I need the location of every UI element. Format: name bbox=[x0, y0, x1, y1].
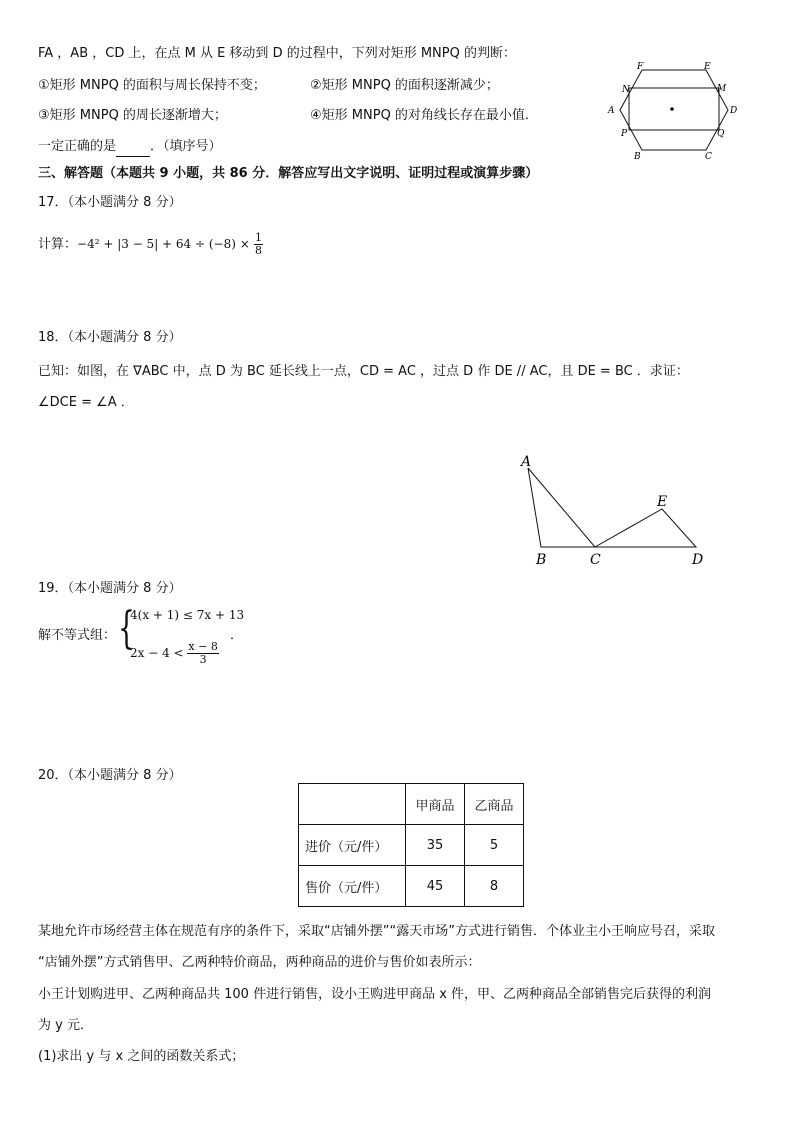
label-M: M bbox=[717, 84, 727, 94]
q19-frac-den: 3 bbox=[199, 653, 207, 666]
triangle-figure bbox=[510, 448, 710, 573]
q17-header: 17．（本小题满分 8 分） bbox=[38, 195, 182, 210]
table-cell: 45 bbox=[406, 866, 465, 907]
table-cell: 8 bbox=[465, 866, 524, 907]
hexagon-figure bbox=[600, 60, 750, 160]
q19-header: 19．（本小题满分 8 分） bbox=[38, 581, 182, 596]
q20-header: 20．（本小题满分 8 分） bbox=[38, 768, 182, 783]
q17-prefix: 计算： bbox=[38, 237, 78, 252]
q19-ineq2-fraction bbox=[187, 641, 218, 666]
q17-expression: −4² + |3 − 5| + 64 ÷ (−8) × bbox=[77, 237, 250, 251]
q16-option4: ④矩形 MNPQ 的对角线长存在最小值． bbox=[310, 108, 538, 123]
label-B: B bbox=[634, 152, 641, 160]
triangle-cde bbox=[595, 509, 696, 547]
table-cell: 35 bbox=[406, 825, 465, 866]
q19-inequality2 bbox=[130, 641, 219, 666]
q20-paragraph3: 小王计划购进甲、乙两种商品共 100 件进行销售，设小王购进甲商品 x 件，甲、乙两种商品全部销售完后获得的利润 bbox=[38, 987, 712, 1002]
q17-fraction bbox=[254, 232, 263, 257]
label-B: B bbox=[536, 552, 547, 568]
table-row bbox=[299, 825, 524, 866]
q18-header: 18．（本小题满分 8 分） bbox=[38, 330, 182, 345]
q18-line2: ∠DCE = ∠A ． bbox=[38, 395, 134, 410]
table-header-cell: 乙商品 bbox=[465, 784, 524, 825]
q16-line1: FA ，AB ，CD 上，在点 M 从 E 移动到 D 的过程中，下列对矩形 MNPQ 的判断： bbox=[38, 46, 516, 61]
center-dot bbox=[670, 107, 674, 111]
q17-frac-den: 8 bbox=[254, 244, 262, 257]
q19-brace: { bbox=[118, 603, 135, 654]
label-E: E bbox=[704, 62, 711, 72]
label-F: F bbox=[637, 62, 644, 72]
q19-end-mark: ． bbox=[230, 628, 244, 643]
q16-answer-suffix: ．（填序号） bbox=[150, 139, 222, 154]
label-D: D bbox=[692, 552, 704, 568]
q16-answer-prefix: 一定正确的是 bbox=[38, 139, 117, 154]
table-row bbox=[299, 866, 524, 907]
triangle-abc bbox=[528, 468, 595, 547]
label-P: P bbox=[621, 129, 628, 139]
q16-option3: ③矩形 MNPQ 的周长逐渐增大； bbox=[38, 108, 227, 123]
q20-paragraph4: 为 y 元． bbox=[38, 1018, 93, 1033]
q20-paragraph1: 某地允许市场经营主体在规范有序的条件下，采取“店铺外摆”“露天市场”方式进行销售．个体业主小王响应号召，采取 bbox=[38, 924, 715, 939]
q16-option2: ②矩形 MNPQ 的面积逐渐减少； bbox=[310, 78, 499, 93]
table-cell: 进价（元/件） bbox=[299, 825, 406, 866]
table-header-row bbox=[299, 784, 524, 825]
q16-answer-line bbox=[38, 137, 222, 157]
rectangle-mnpq bbox=[629, 88, 719, 130]
label-A: A bbox=[521, 454, 532, 470]
table-cell: 售价（元/件） bbox=[299, 866, 406, 907]
answer-blank bbox=[116, 142, 150, 157]
q17-frac-num: 1 bbox=[254, 231, 262, 244]
q16-option1: ①矩形 MNPQ 的面积与周长保持不变； bbox=[38, 78, 266, 93]
q19-frac-num: x − 8 bbox=[188, 640, 218, 653]
label-E: E bbox=[657, 494, 668, 510]
label-C: C bbox=[705, 152, 712, 160]
q20-subquestion1: (1)求出 y 与 x 之间的函数关系式； bbox=[38, 1049, 245, 1064]
q18-line1: 已知：如图，在 ∇ABC 中，点 D 为 BC 延长线上一点，CD = AC ，过点 D 作 DE // AC，且 DE = BC ．求证： bbox=[38, 364, 689, 379]
table-cell: 5 bbox=[465, 825, 524, 866]
q19-prefix: 解不等式组： bbox=[38, 628, 117, 643]
q19-ineq2-left: 2x − 4 < bbox=[130, 646, 184, 660]
q19-inequality1: 4(x + 1) ≤ 7x + 13 bbox=[130, 608, 245, 622]
q20-paragraph2: “店铺外摆”方式销售甲、乙两种特价商品，两种商品的进价与售价如表所示： bbox=[38, 955, 481, 970]
section3-title: 三、解答题（本题共 9 小题，共 86 分．解答应写出文字说明、证明过程或演算步骤） bbox=[38, 166, 539, 181]
hexagon-shape bbox=[620, 70, 728, 150]
label-D: D bbox=[730, 106, 738, 116]
label-A: A bbox=[608, 106, 615, 116]
q17-body bbox=[38, 232, 263, 257]
label-C: C bbox=[590, 552, 601, 568]
table-header-cell: 甲商品 bbox=[406, 784, 465, 825]
price-table bbox=[298, 783, 524, 907]
label-N: N bbox=[622, 85, 630, 95]
table-header-cell bbox=[299, 784, 406, 825]
label-Q: Q bbox=[717, 129, 725, 139]
